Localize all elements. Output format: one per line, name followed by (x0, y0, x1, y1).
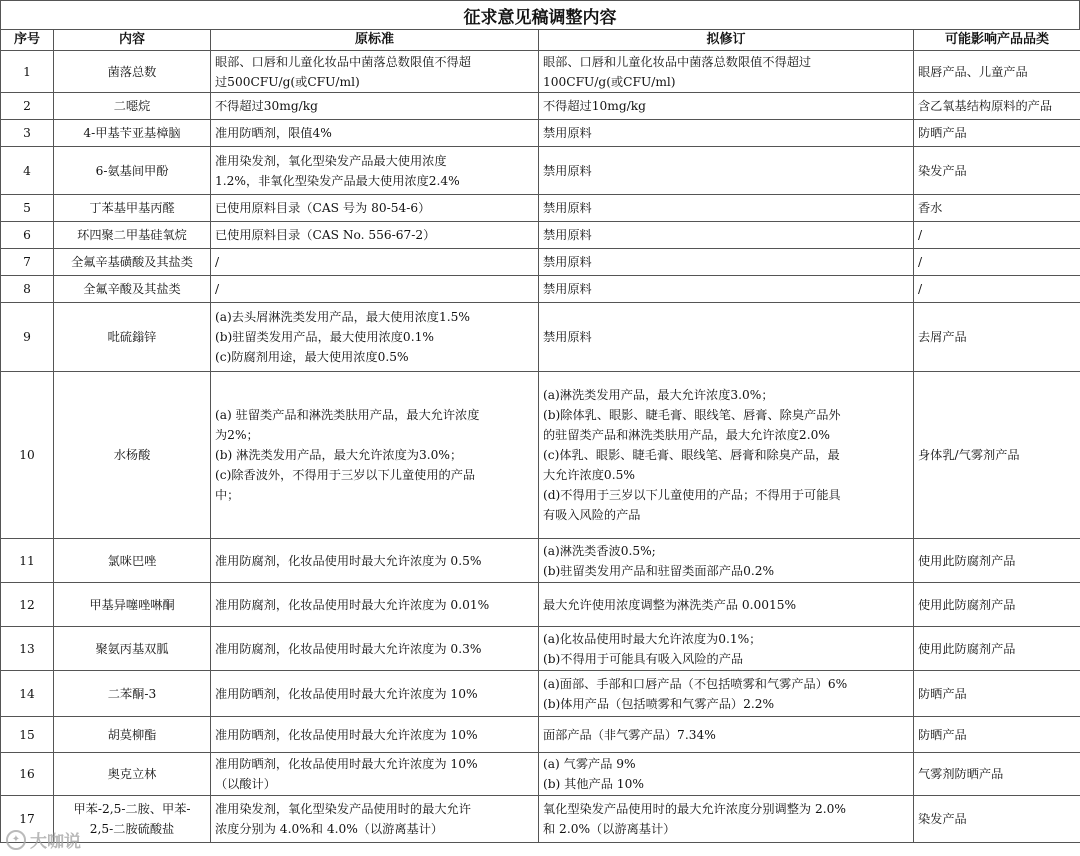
cell-impact-line: / (918, 255, 923, 269)
table-row (1, 627, 1080, 671)
cell-no: 2 (1, 93, 54, 120)
cell-revision (539, 93, 914, 120)
cell-original (211, 93, 539, 120)
cell-original (211, 249, 539, 276)
cell-item-line: 2,5-二胺硫酸盐 (89, 822, 175, 836)
cell-item (54, 372, 211, 539)
cell-revision-line: 禁用原料 (543, 255, 592, 269)
cell-original-line: 已使用原料目录（CAS 号为 80-54-6） (215, 201, 431, 215)
cell-impact-line: / (918, 282, 923, 296)
cell-revision-line: 禁用原料 (543, 126, 592, 140)
cell-original-line: 准用染发剂，氧化型染发产品最大使用浓度 (215, 153, 447, 168)
cell-no: 3 (1, 120, 54, 147)
cell-item-line: 胡莫柳酯 (107, 727, 157, 742)
cell-no: 17 (1, 796, 54, 843)
cell-impact (914, 195, 1080, 222)
cell-item (54, 93, 211, 120)
cell-original (211, 671, 539, 717)
cell-original-line: (a)去头屑淋洗类发用产品，最大使用浓度1.5% (215, 310, 470, 324)
cell-no: 15 (1, 717, 54, 753)
table-row (1, 796, 1080, 843)
cell-revision-line: 面部产品（非气雾产品）7.34% (543, 727, 716, 742)
cell-impact (914, 147, 1080, 195)
cell-impact-line: 身体乳/气雾剂产品 (918, 448, 1020, 462)
cell-revision-line: 不得超过10mg/kg (543, 99, 646, 113)
cell-revision-line: 和 2.0%（以游离基计） (543, 822, 676, 836)
table-row (1, 372, 1080, 539)
cell-item-line: 二噁烷 (113, 99, 151, 113)
cell-impact-line: 去屑产品 (918, 330, 967, 344)
cell-impact (914, 303, 1080, 372)
cell-revision-line: 禁用原料 (543, 163, 592, 178)
cell-item (54, 249, 211, 276)
cell-revision (539, 222, 914, 249)
cell-item (54, 276, 211, 303)
cell-revision-line: 的驻留类产品和淋洗类肤用产品，最大允许浓度2.0% (543, 428, 830, 442)
cell-original-line: 为2%； (215, 428, 259, 442)
cell-item (54, 147, 211, 195)
table-row (1, 671, 1080, 717)
cell-item (54, 753, 211, 796)
cell-impact (914, 753, 1080, 796)
cell-item-line: 全氟辛酸及其盐类 (83, 282, 181, 296)
cell-revision (539, 120, 914, 147)
cell-impact-line: 香水 (918, 201, 943, 215)
header-impact: 可能影响产品品类 (914, 30, 1080, 51)
header-no: 序号 (1, 30, 54, 51)
cell-impact-line: 使用此防腐剂产品 (918, 641, 1016, 656)
adjustment-table (0, 29, 1080, 843)
cell-revision (539, 195, 914, 222)
cell-revision-line: (d)不得用于三岁以下儿童使用的产品；不得用于可能具 (543, 488, 841, 502)
cell-item (54, 796, 211, 843)
cell-item-line: 二苯酮-3 (107, 686, 157, 701)
table-row (1, 753, 1080, 796)
cell-impact-line: 染发产品 (918, 812, 967, 826)
cell-revision (539, 51, 914, 93)
cell-original (211, 627, 539, 671)
cell-impact (914, 671, 1080, 717)
cell-original-line: 不得超过30mg/kg (215, 99, 318, 113)
cell-original-line: 过500CFU/g(或CFU/ml) (215, 74, 360, 89)
cell-original-line: (a) 驻留类产品和淋洗类肤用产品，最大允许浓度 (215, 408, 480, 422)
table-row (1, 195, 1080, 222)
cell-original-line: （以酸计） (215, 777, 276, 791)
cell-item (54, 583, 211, 627)
cell-revision (539, 276, 914, 303)
table-row (1, 583, 1080, 627)
table-row (1, 303, 1080, 372)
cell-revision (539, 249, 914, 276)
cell-impact-line: 气雾剂防晒产品 (918, 767, 1004, 781)
cell-revision-line: (a)化妆品使用时最大允许浓度为0.1%； (543, 631, 762, 646)
cell-no: 6 (1, 222, 54, 249)
cell-revision-line: (a)淋洗类发用产品，最大允许浓度3.0%； (543, 388, 774, 402)
cell-original (211, 303, 539, 372)
cell-no: 4 (1, 147, 54, 195)
header-revision: 拟修订 (539, 30, 914, 51)
cell-original-line: 准用防晒剂，化妆品使用时最大允许浓度为 10% (215, 727, 478, 742)
cell-item (54, 627, 211, 671)
cell-original (211, 195, 539, 222)
cell-item (54, 222, 211, 249)
cell-revision (539, 147, 914, 195)
table-row (1, 276, 1080, 303)
cell-original-line: (b) 淋洗类发用产品，最大允许浓度为3.0%； (215, 448, 463, 462)
cell-original (211, 753, 539, 796)
cell-original-line: / (215, 282, 220, 296)
cell-no: 14 (1, 671, 54, 717)
cell-revision (539, 671, 914, 717)
cell-original-line: 已使用原料目录（CAS No. 556-67-2） (215, 228, 436, 242)
cell-original (211, 147, 539, 195)
cell-original (211, 539, 539, 583)
cell-original (211, 120, 539, 147)
cell-item-line: 聚氨丙基双胍 (95, 641, 169, 656)
cell-item (54, 303, 211, 372)
cell-impact-line: 染发产品 (918, 163, 967, 178)
cell-item-line: 氯咪巴唑 (107, 553, 157, 568)
cell-no: 12 (1, 583, 54, 627)
cell-original (211, 796, 539, 843)
table-row (1, 120, 1080, 147)
cell-original-line: 眼部、口唇和儿童化妆品中菌落总数限值不得超 (215, 54, 471, 69)
cell-revision-line: (b)体用产品（包括喷雾和气雾产品）2.2% (543, 696, 775, 711)
cell-no: 9 (1, 303, 54, 372)
cell-original (211, 717, 539, 753)
cell-original-line: (b)驻留类发用产品，最大使用浓度0.1% (215, 330, 434, 344)
cell-revision-line: 禁用原料 (543, 201, 592, 215)
cell-item-line: 奥克立林 (107, 767, 157, 781)
cell-impact (914, 372, 1080, 539)
cell-revision-line: 有吸入风险的产品 (543, 508, 641, 522)
cell-item-line: 水杨酸 (113, 448, 151, 462)
cell-item (54, 120, 211, 147)
cell-revision-line: 禁用原料 (543, 282, 592, 296)
cell-revision-line: (b) 其他产品 10% (543, 777, 644, 791)
header-original: 原标准 (211, 30, 539, 51)
cell-item-line: 全氟辛基磺酸及其盐类 (71, 255, 193, 269)
cell-item-line: 4-甲基苄亚基樟脑 (83, 126, 181, 140)
cell-impact (914, 222, 1080, 249)
cell-item-line: 环四聚二甲基硅氧烷 (77, 228, 187, 242)
cell-original-line: 准用防腐剂，化妆品使用时最大允许浓度为 0.5% (215, 553, 482, 568)
cell-revision-line: 眼部、口唇和儿童化妆品中菌落总数限值不得超过 (543, 54, 812, 69)
cell-original-line: 1.2%，非氧化型染发产品最大使用浓度2.4% (215, 173, 460, 188)
cell-impact (914, 796, 1080, 843)
cell-item (54, 717, 211, 753)
cell-revision-line: (a)面部、手部和口唇产品（不包括喷雾和气雾产品）6% (543, 676, 848, 691)
cell-original-line: (c)防腐剂用途，最大使用浓度0.5% (215, 350, 409, 364)
cell-revision (539, 627, 914, 671)
cell-impact-line: / (918, 228, 923, 242)
cell-original-line: 准用防晒剂，限值4% (215, 126, 332, 140)
cell-revision (539, 539, 914, 583)
cell-impact-line: 防晒产品 (918, 727, 967, 742)
cell-revision (539, 717, 914, 753)
table-row (1, 93, 1080, 120)
cell-revision (539, 583, 914, 627)
table-row (1, 539, 1080, 583)
cell-original-line: 准用防腐剂，化妆品使用时最大允许浓度为 0.3% (215, 641, 482, 656)
cell-revision-line: 100CFU/g(或CFU/ml) (543, 74, 676, 89)
cell-impact-line: 防晒产品 (918, 686, 967, 701)
table-row (1, 51, 1080, 93)
cell-impact-line: 使用此防腐剂产品 (918, 597, 1016, 612)
cell-original-line: 中； (215, 488, 240, 502)
cell-original (211, 222, 539, 249)
cell-no: 16 (1, 753, 54, 796)
cell-item (54, 671, 211, 717)
header-item: 内容 (54, 30, 211, 51)
cell-item (54, 51, 211, 93)
cell-impact (914, 51, 1080, 93)
cell-impact (914, 717, 1080, 753)
table-row (1, 717, 1080, 753)
table-row (1, 249, 1080, 276)
cell-original-line: 准用防晒剂，化妆品使用时最大允许浓度为 10% (215, 757, 478, 771)
cell-no: 1 (1, 51, 54, 93)
cell-item-line: 甲基异噻唑啉酮 (89, 597, 175, 612)
cell-impact (914, 583, 1080, 627)
cell-revision-line: (a)淋洗类香波0.5%; (543, 543, 656, 558)
cell-impact (914, 120, 1080, 147)
cell-no: 7 (1, 249, 54, 276)
cell-item-line: 吡硫鎓锌 (107, 330, 157, 344)
cell-item-line: 丁苯基甲基丙醛 (89, 201, 175, 215)
cell-revision-line: (b)驻留类发用产品和驻留类面部产品0.2% (543, 563, 775, 578)
cell-item (54, 195, 211, 222)
cell-no: 8 (1, 276, 54, 303)
cell-revision-line: (b)除体乳、眼影、睫毛膏、眼线笔、唇膏、除臭产品外 (543, 408, 841, 422)
cell-revision (539, 303, 914, 372)
cell-original-line: 浓度分别为 4.0%和 4.0%（以游离基计） (215, 822, 444, 836)
cell-original (211, 51, 539, 93)
cell-revision (539, 753, 914, 796)
sheet-title: 征求意见稿调整内容 (0, 0, 1080, 29)
cell-revision-line: 大允许浓度0.5% (543, 468, 635, 482)
table-body (1, 51, 1080, 843)
cell-item-line: 6-氨基间甲酚 (95, 163, 169, 178)
cell-revision-line: (b)不得用于可能具有吸入风险的产品 (543, 651, 744, 666)
cell-revision-line: 最大允许使用浓度调整为淋洗类产品 0.0015% (543, 597, 797, 612)
cell-revision-line: (c)体乳、眼影、睫毛膏、眼线笔、唇膏和除臭产品，最 (543, 448, 840, 462)
cell-impact (914, 276, 1080, 303)
cell-impact-line: 使用此防腐剂产品 (918, 553, 1016, 568)
cell-no: 13 (1, 627, 54, 671)
table-row (1, 147, 1080, 195)
cell-item (54, 539, 211, 583)
cell-item-line: 甲苯-2,5-二胺、甲苯- (73, 802, 191, 816)
cell-no: 11 (1, 539, 54, 583)
cell-original-line: (c)除香波外，不得用于三岁以下儿童使用的产品 (215, 468, 476, 482)
cell-revision (539, 372, 914, 539)
cell-original-line: 准用染发剂，氧化型染发产品使用时的最大允许 (215, 802, 471, 816)
cell-revision-line: (a) 气雾产品 9% (543, 757, 636, 771)
cell-revision-line: 禁用原料 (543, 228, 592, 242)
cell-impact-line: 眼唇产品、儿童产品 (918, 64, 1028, 79)
cell-impact (914, 627, 1080, 671)
cell-original (211, 276, 539, 303)
cell-impact (914, 93, 1080, 120)
cell-original (211, 583, 539, 627)
cell-no: 5 (1, 195, 54, 222)
cell-revision-line: 氧化型染发产品使用时的最大允许浓度分别调整为 2.0% (543, 802, 846, 816)
cell-impact-line: 防晒产品 (918, 126, 967, 140)
cell-original-line: 准用防腐剂，化妆品使用时最大允许浓度为 0.01% (215, 597, 490, 612)
cell-original-line: 准用防晒剂，化妆品使用时最大允许浓度为 10% (215, 686, 478, 701)
cell-impact-line: 含乙氧基结构原料的产品 (918, 99, 1053, 113)
watermark-text: 大咖说 (30, 832, 81, 852)
cell-no: 10 (1, 372, 54, 539)
cell-impact (914, 539, 1080, 583)
cell-original-line: / (215, 255, 220, 269)
cell-impact (914, 249, 1080, 276)
watermark-logo-icon: ✦ (6, 830, 26, 850)
cell-original (211, 372, 539, 539)
cell-revision (539, 796, 914, 843)
cell-item-line: 菌落总数 (107, 64, 157, 79)
table-row (1, 222, 1080, 249)
cell-revision-line: 禁用原料 (543, 330, 592, 344)
header-row (1, 30, 1080, 51)
